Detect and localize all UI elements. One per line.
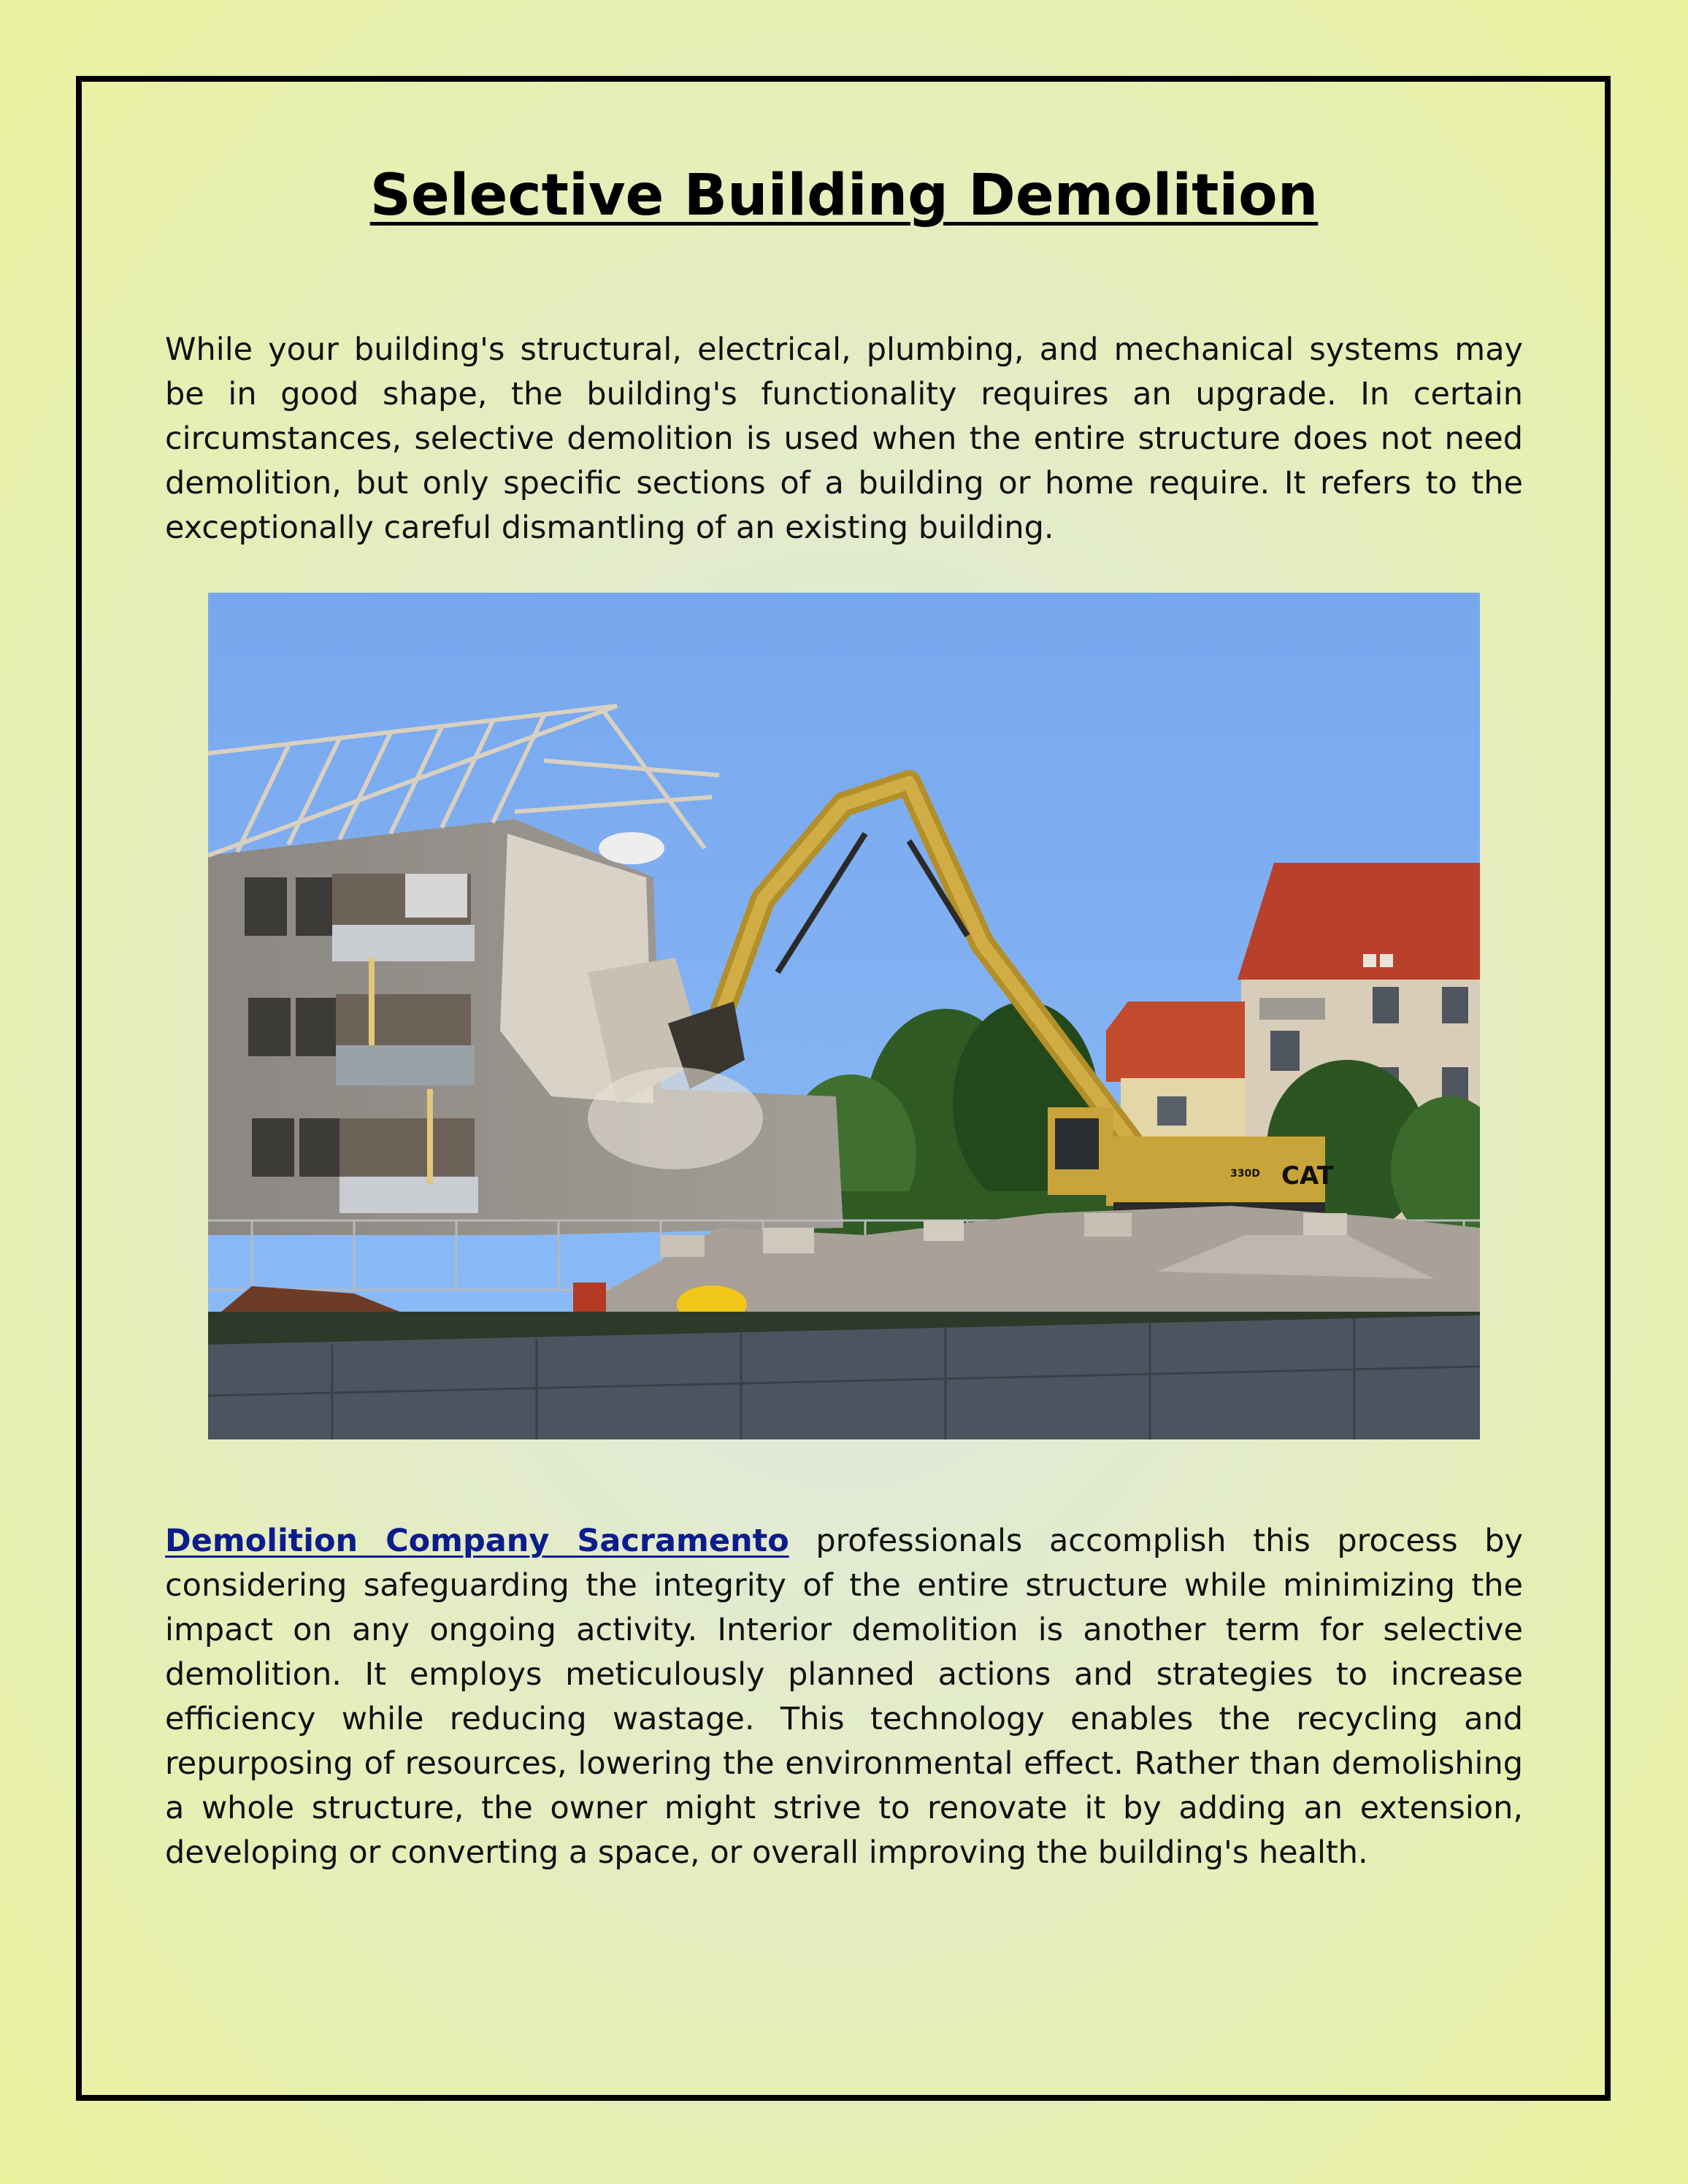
- model-label: 330D: [1230, 1168, 1260, 1180]
- company-link[interactable]: Demolition Company Sacramento: [165, 1523, 789, 1559]
- intro-paragraph: While your building's structural, electrical, plumbing, and mechanical systems may be in good shape, the building's functionality requires an upgrade. In certain circumstances, selective demolition is used when the entire structure does not need demolition, but only specific sections of a building or home require. It refers to the exceptionally careful dismantling of an existing building.: [165, 331, 1523, 546]
- body-paragraph-text: professionals accomplish this process by considering safeguarding the integrity of the entire structure while minimizing the impact on any ongoing activity. Interior demolition is another term for selective demolition. It employs meticulously planned actions and strategies to increase efficiency while reducing wastage. This technology enables the recycling and repurposing of resources, lowering the environmental effect. Rather than demolishing a whole structure, the owner might strive to renovate it by adding an extension, developing or converting a space, or overall improving the building's health.: [165, 1523, 1523, 1871]
- page-title: Selective Building Demolition: [369, 163, 1319, 228]
- cat-badge: CAT: [1281, 1161, 1334, 1191]
- demolition-photo: [208, 593, 1480, 1439]
- body-paragraph: [165, 1519, 1523, 1875]
